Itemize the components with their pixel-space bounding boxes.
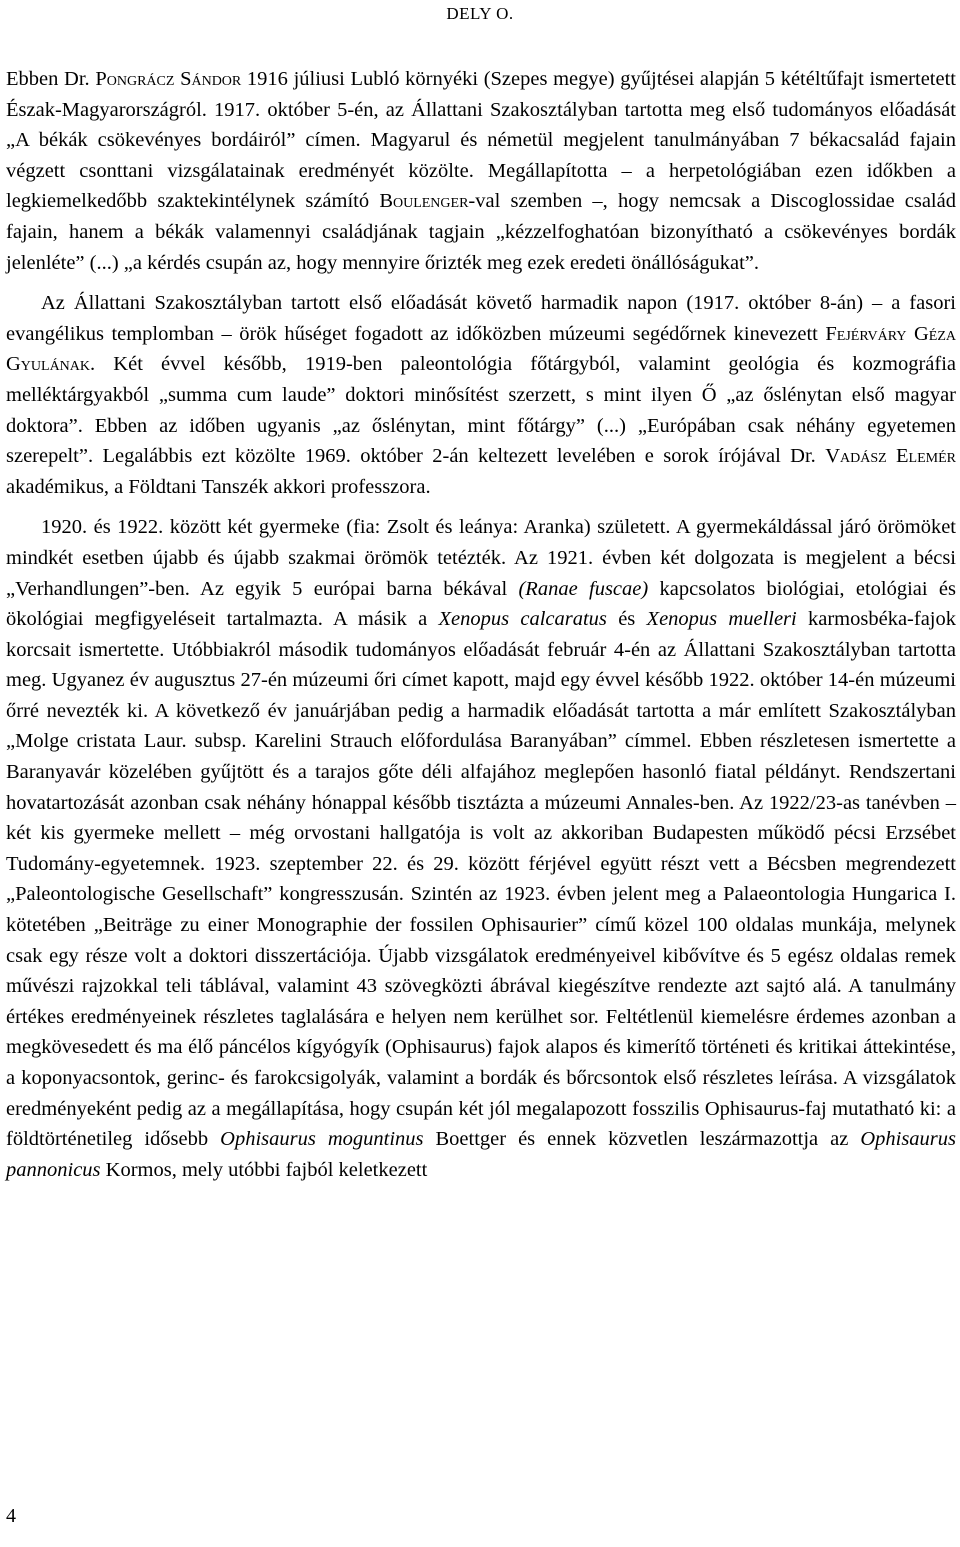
text-run: . Két évvel később, 1919-ben paleontológia főtárgyból, valamint geológia és kozmográfia melléktárgyakból „summa cum laude” doktori minősítést szerzett, s mint ilyen Ő „az őslénytan első magyar doktora”. Ebben az időben ugyanis „az őslénytan, mint főtárgy” (...) „Európában csak néhány egyetemen szerepelt”. Legalábbis ezt közölte 1969. október 2-án keltezett levelében e sorok írójával Dr. (6, 353, 956, 468)
running-head (0, 4, 960, 24)
paragraph (6, 288, 956, 502)
text-run: Boettger és ennek közvetlen leszármazottja az (423, 1128, 861, 1151)
person-name: Pongrácz Sándor (95, 68, 242, 90)
text-run: -val szemben –, hogy nemcsak a Discoglossidae család fajain, hanem a békák valamennyi családjának tagjain „kézzelfoghatóan bizonyítható a csökevényes bordák jelenléte” (...) „a kérdés csupán az, hogy mennyire őrizték meg ezek eredeti önállóságukat”. (6, 190, 956, 274)
italic-term: (Ranae fuscae) (518, 577, 649, 600)
text-run: kapcsolatos biológiai, etológiai és ökológiai megfigyeléseit tartalmazta. A másik a (6, 577, 956, 631)
page-number: 4 (6, 1505, 16, 1527)
italic-term: Xenopus calcaratus (438, 608, 607, 631)
text-run: akadémikus, a Földtani Tanszék akkori professzora. (6, 475, 431, 498)
person-name: Fejérváry Géza Gyulának (6, 322, 956, 376)
text-run: és (606, 608, 647, 631)
italic-term: Ophisaurus moguntinus (220, 1128, 424, 1151)
text-run: Az Állattani Szakosztályban tartott első előadását követő harmadik napon (1917. október 8-án) – a fasori evangélikus templomban – örök hűséget fogadott az időközben múzeumi segédőrnek kinevezett (6, 292, 956, 345)
running-head-text: DELY O. (446, 4, 514, 23)
paragraph (6, 64, 956, 278)
text-run: 1916 júliusi Lubló környéki (Szepes megye) gyűjtései alapján 5 kétéltűfajt ismertetett Észak-Magyarországról. 1917. október 5-én, az Állattani Szakosztályban tartotta meg első tudományos előadását „A békák csökevényes bordáiról” címen. Magyarul és németül megjelent tanulmányában 7 békacsalád fajain végzett csonttani vizsgálatainak eredményét közölte. Megállapította – a herpetológiában ezen időkben a legkiemelkedőbb szaktekintélynek számító (6, 68, 956, 213)
person-name: Vadász Elemér (825, 445, 957, 468)
text-run: karmosbéka-fajok korcsait ismertette. Utóbbiakról második tudományos előadását február 4-én az Állattani Szakosztályban tartotta meg. Ugyanez év augusztus 27-én múzeumi őri címet kapott, majd egy évvel később 1922. október 14-én múzeumi őrré nevezték ki. A következő év januárjában pedig a harmadik előadását tartotta a már említett Szakosztályban „Molge cristata Laur. subsp. Karelini Strauch előfordulása Baranyában” címmel. Ebben részletesen ismertette a Baranyavár közelében gyűjtött és a tarajos gőte déli alfajához meglepően hasonló fiatal példányt. Rendszertani hovatartozását azonban csak néhány hónappal később tisztázta a múzeumi Annales-ben. Az 1922/23-as tanévben – két kis gyermeke mellett – még orvostani hallgatója is volt az akkoriban Budapesten működő pécsi Erzsébet Tudomány-egyetemnek. 1923. szeptember 22. és 29. között férjével együtt részt vett a Bécsben megrendezett „Paleontologische Gesellschaft” kongresszusán. Szintén az 1923. évben jelent meg a Palaeontologia Hungarica I. kötetében „Beiträge zu einer Monographie der fossilen Ophisaurier” című közel 100 oldalas munkája, melynek csak egy része volt a doktori disszertációja. Újabb vizsgálatok eredményeivel kibővítve és 5 egész oldalas remek művészi rajzokkal teli táblával, valamint 43 szövegközti ábrával kiegészítve rendezte azt sajtó alá. A tanulmány értékes eredményeinek részletes taglalására e helyen nem kerülhet sor. Feltétlenül kiemelésre érdemes azonban a megkövesedett és ma élő páncélos kígyógyík (Ophisaurus) fajok alapos és kimerítő történeti és kritikai áttekintése, a koponyacsontok, gerinc- és farokcsigolyák, valamint a bordák és bőrcsontok első részletes leírása. A vizsgálatok eredményeként pedig az a megállapítása, hogy csupán két jól megalapozott fosszilis Ophisaurus-faj mutatható ki: a földtörténetileg idősebb (6, 608, 956, 1151)
text-run: 1920. és 1922. között két gyermeke (fia: Zsolt és leánya: Aranka) született. A gyermekáldással járó örömöket mindkét esetben újabb és újabb szakmai örömök tetézték. Az 1921. évben két dolgozata is megjelent a bécsi „Verhandlungen”-ben. Az egyik 5 európai barna békával (6, 516, 956, 600)
text-run: Kormos, mely utóbbi fajból keletkezett (100, 1158, 428, 1181)
person-name: Boulenger (379, 190, 469, 213)
article-body (6, 64, 956, 1185)
paragraph (6, 512, 956, 1185)
italic-term: Xenopus muelleri (646, 608, 797, 631)
text-run: Ebben Dr. (6, 68, 96, 90)
italic-term: Ophisaurus pannonicus (6, 1128, 957, 1181)
